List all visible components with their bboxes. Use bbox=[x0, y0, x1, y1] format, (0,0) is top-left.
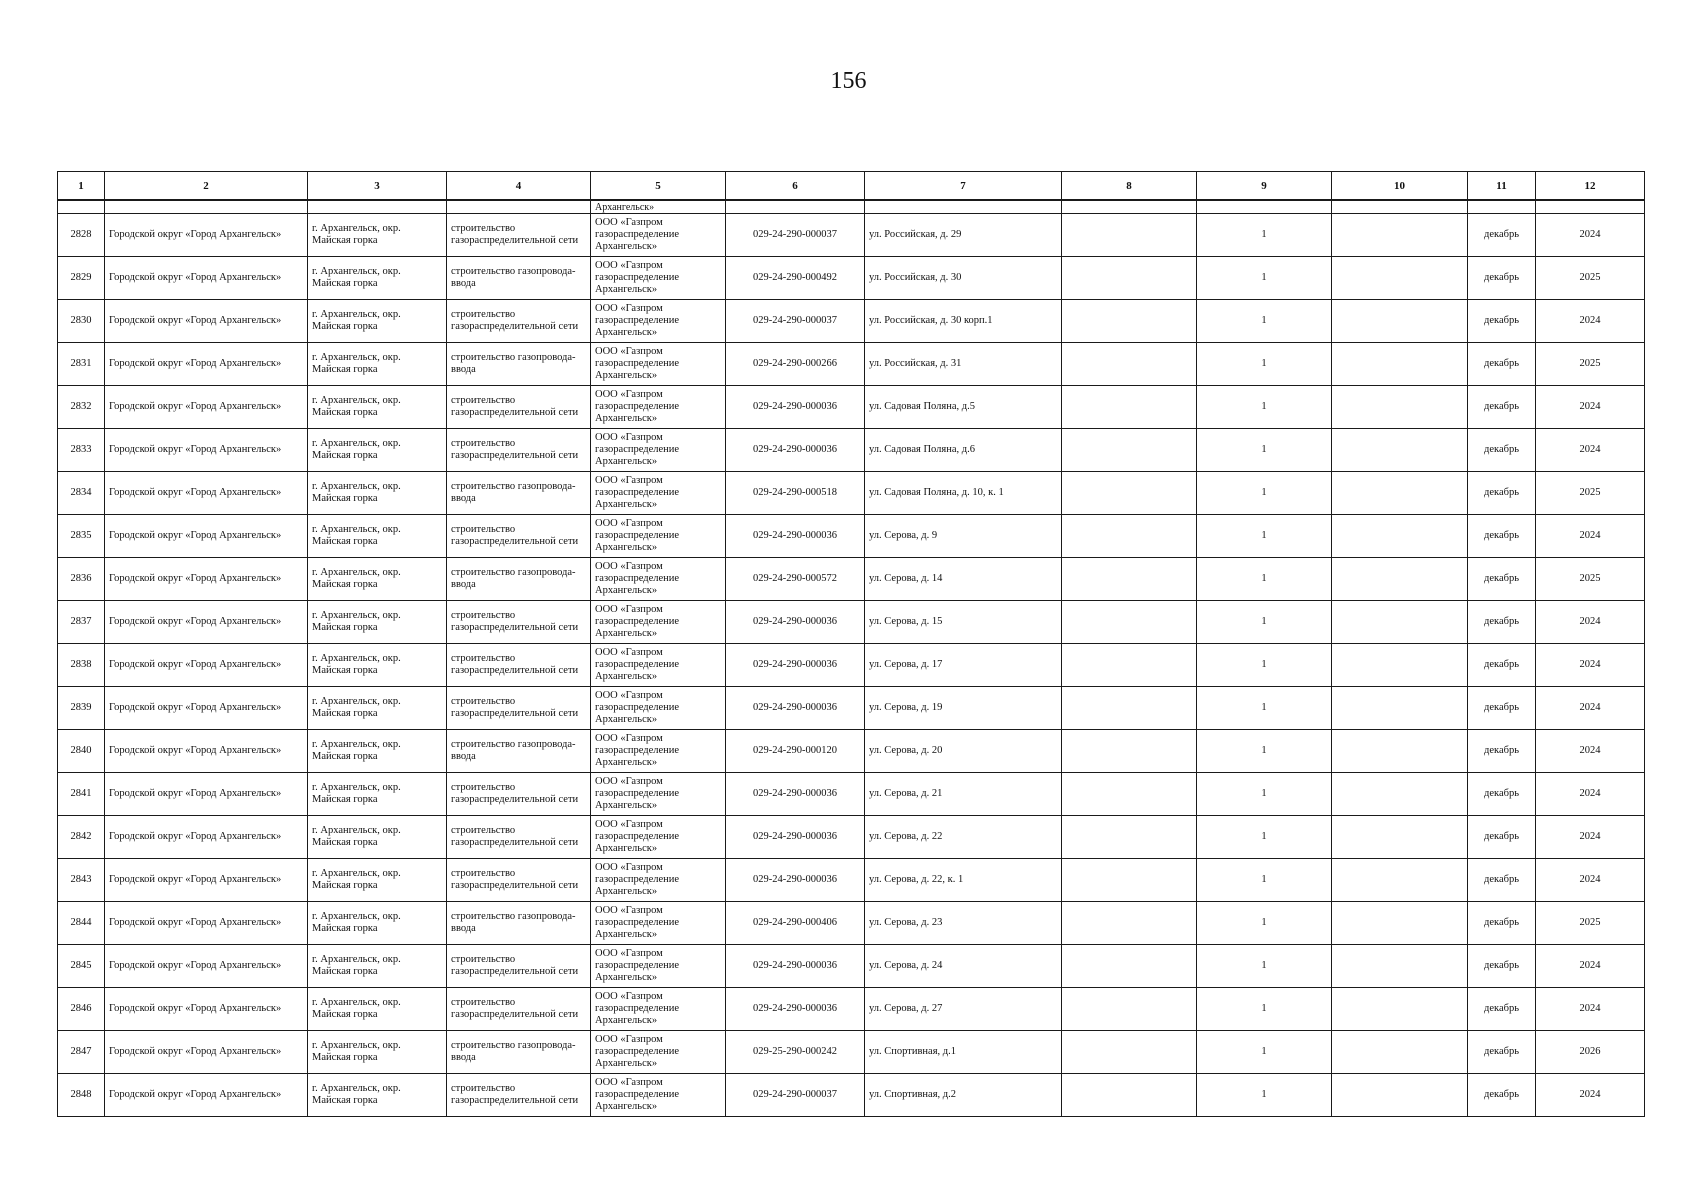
month-cell: декабрь bbox=[1468, 644, 1536, 687]
program-code-cell: 029-24-290-000036 bbox=[726, 988, 865, 1031]
count-cell: 1 bbox=[1197, 214, 1332, 257]
row-number: 2846 bbox=[58, 988, 105, 1031]
row-number: 2843 bbox=[58, 859, 105, 902]
year-cell: 2024 bbox=[1536, 988, 1645, 1031]
municipality-cell: Городской округ «Город Архангельск» bbox=[105, 816, 308, 859]
locality-cell: г. Архангельск, окр. Майская горка bbox=[308, 558, 447, 601]
month-cell: декабрь bbox=[1468, 343, 1536, 386]
column-8-cell bbox=[1062, 945, 1197, 988]
organization-cell: ООО «Газпром газораспределение Архангельск» bbox=[591, 257, 726, 300]
table-row bbox=[58, 687, 1645, 730]
year-cell: 2026 bbox=[1536, 1031, 1645, 1074]
organization-cell: ООО «Газпром газораспределение Архангельск» bbox=[591, 945, 726, 988]
locality-cell: г. Архангельск, окр. Майская горка bbox=[308, 214, 447, 257]
column-10-cell bbox=[1332, 816, 1468, 859]
work-type-cell: строительство газопровода-ввода bbox=[447, 1031, 591, 1074]
count-cell: 1 bbox=[1197, 601, 1332, 644]
column-10-cell bbox=[1332, 300, 1468, 343]
organization-cell: ООО «Газпром газораспределение Архангельск» bbox=[591, 214, 726, 257]
locality-cell: г. Архангельск, окр. Майская горка bbox=[308, 773, 447, 816]
column-8-cell bbox=[1062, 773, 1197, 816]
month-cell: декабрь bbox=[1468, 1031, 1536, 1074]
program-code-cell: 029-24-290-000266 bbox=[726, 343, 865, 386]
organization-cell: ООО «Газпром газораспределение Архангельск» bbox=[591, 816, 726, 859]
municipality-cell: Городской округ «Город Архангельск» bbox=[105, 257, 308, 300]
column-10-cell bbox=[1332, 730, 1468, 773]
month-cell: декабрь bbox=[1468, 687, 1536, 730]
column-10-cell bbox=[1332, 859, 1468, 902]
row-number: 2838 bbox=[58, 644, 105, 687]
program-code-cell: 029-24-290-000492 bbox=[726, 257, 865, 300]
table-row bbox=[58, 257, 1645, 300]
work-type-cell: строительство газораспределительной сети bbox=[447, 214, 591, 257]
column-header: 6 bbox=[726, 172, 865, 201]
year-cell: 2024 bbox=[1536, 687, 1645, 730]
year-cell: 2025 bbox=[1536, 343, 1645, 386]
table-row bbox=[58, 343, 1645, 386]
count-cell: 1 bbox=[1197, 386, 1332, 429]
count-cell: 1 bbox=[1197, 300, 1332, 343]
program-code-cell: 029-24-290-000036 bbox=[726, 386, 865, 429]
table-row bbox=[58, 859, 1645, 902]
municipality-cell: Городской округ «Город Архангельск» bbox=[105, 687, 308, 730]
column-header: 9 bbox=[1197, 172, 1332, 201]
row-number: 2828 bbox=[58, 214, 105, 257]
carry-over-row bbox=[58, 200, 1645, 214]
work-type-cell: строительство газораспределительной сети bbox=[447, 644, 591, 687]
column-8-cell bbox=[1062, 1031, 1197, 1074]
row-number: 2837 bbox=[58, 601, 105, 644]
locality-cell: г. Архангельск, окр. Майская горка bbox=[308, 429, 447, 472]
column-header: 1 bbox=[58, 172, 105, 201]
row-number: 2840 bbox=[58, 730, 105, 773]
program-code-cell: 029-24-290-000036 bbox=[726, 859, 865, 902]
address-cell: ул. Спортивная, д.1 bbox=[865, 1031, 1062, 1074]
year-cell: 2024 bbox=[1536, 1074, 1645, 1117]
address-cell: ул. Серова, д. 15 bbox=[865, 601, 1062, 644]
column-8-cell bbox=[1062, 558, 1197, 601]
locality-cell: г. Архангельск, окр. Майская горка bbox=[308, 257, 447, 300]
column-10-cell bbox=[1332, 558, 1468, 601]
program-code-cell: 029-24-290-000518 bbox=[726, 472, 865, 515]
count-cell: 1 bbox=[1197, 730, 1332, 773]
organization-cell: ООО «Газпром газораспределение Архангельск» bbox=[591, 558, 726, 601]
year-cell: 2024 bbox=[1536, 859, 1645, 902]
count-cell: 1 bbox=[1197, 816, 1332, 859]
municipality-cell: Городской округ «Город Архангельск» bbox=[105, 859, 308, 902]
year-cell: 2024 bbox=[1536, 816, 1645, 859]
address-cell: ул. Серова, д. 17 bbox=[865, 644, 1062, 687]
count-cell: 1 bbox=[1197, 1074, 1332, 1117]
table-row bbox=[58, 429, 1645, 472]
organization-cell: ООО «Газпром газораспределение Архангельск» bbox=[591, 988, 726, 1031]
program-code-cell: 029-24-290-000036 bbox=[726, 429, 865, 472]
work-type-cell: строительство газопровода-ввода bbox=[447, 730, 591, 773]
work-type-cell: строительство газораспределительной сети bbox=[447, 988, 591, 1031]
locality-cell: г. Архангельск, окр. Майская горка bbox=[308, 601, 447, 644]
work-type-cell: строительство газораспределительной сети bbox=[447, 773, 591, 816]
column-header: 10 bbox=[1332, 172, 1468, 201]
count-cell: 1 bbox=[1197, 1031, 1332, 1074]
page-number: 156 bbox=[830, 68, 867, 94]
column-header: 5 bbox=[591, 172, 726, 201]
organization-cell: ООО «Газпром газораспределение Архангельск» bbox=[591, 300, 726, 343]
column-10-cell bbox=[1332, 945, 1468, 988]
address-cell: ул. Серова, д. 9 bbox=[865, 515, 1062, 558]
program-code-cell: 029-24-290-000036 bbox=[726, 644, 865, 687]
month-cell: декабрь bbox=[1468, 601, 1536, 644]
row-number: 2829 bbox=[58, 257, 105, 300]
row-number: 2847 bbox=[58, 1031, 105, 1074]
column-10-cell bbox=[1332, 687, 1468, 730]
column-8-cell bbox=[1062, 257, 1197, 300]
municipality-cell: Городской округ «Город Архангельск» bbox=[105, 515, 308, 558]
carry-over-cell: Архангельск» bbox=[591, 200, 726, 214]
table-row bbox=[58, 988, 1645, 1031]
count-cell: 1 bbox=[1197, 988, 1332, 1031]
program-code-cell: 029-24-290-000036 bbox=[726, 773, 865, 816]
locality-cell: г. Архангельск, окр. Майская горка bbox=[308, 687, 447, 730]
municipality-cell: Городской округ «Город Архангельск» bbox=[105, 472, 308, 515]
column-10-cell bbox=[1332, 902, 1468, 945]
work-type-cell: строительство газораспределительной сети bbox=[447, 429, 591, 472]
month-cell: декабрь bbox=[1468, 816, 1536, 859]
column-header: 11 bbox=[1468, 172, 1536, 201]
work-type-cell: строительство газопровода-ввода bbox=[447, 902, 591, 945]
locality-cell: г. Архангельск, окр. Майская горка bbox=[308, 730, 447, 773]
municipality-cell: Городской округ «Город Архангельск» bbox=[105, 343, 308, 386]
column-8-cell bbox=[1062, 472, 1197, 515]
organization-cell: ООО «Газпром газораспределение Архангельск» bbox=[591, 386, 726, 429]
month-cell: декабрь bbox=[1468, 214, 1536, 257]
count-cell: 1 bbox=[1197, 429, 1332, 472]
table-row bbox=[58, 214, 1645, 257]
organization-cell: ООО «Газпром газораспределение Архангельск» bbox=[591, 515, 726, 558]
municipality-cell: Городской округ «Город Архангельск» bbox=[105, 558, 308, 601]
locality-cell: г. Архангельск, окр. Майская горка bbox=[308, 1031, 447, 1074]
municipality-cell: Городской округ «Город Архангельск» bbox=[105, 386, 308, 429]
year-cell: 2024 bbox=[1536, 386, 1645, 429]
table-row bbox=[58, 902, 1645, 945]
year-cell: 2024 bbox=[1536, 515, 1645, 558]
municipality-cell: Городской округ «Город Архангельск» bbox=[105, 988, 308, 1031]
column-10-cell bbox=[1332, 429, 1468, 472]
column-8-cell bbox=[1062, 902, 1197, 945]
table-row bbox=[58, 945, 1645, 988]
year-cell: 2024 bbox=[1536, 945, 1645, 988]
municipality-cell: Городской округ «Город Архангельск» bbox=[105, 902, 308, 945]
municipality-cell: Городской округ «Город Архангельск» bbox=[105, 1074, 308, 1117]
work-type-cell: строительство газораспределительной сети bbox=[447, 601, 591, 644]
municipality-cell: Городской округ «Город Архангельск» bbox=[105, 1031, 308, 1074]
program-code-cell: 029-24-290-000036 bbox=[726, 816, 865, 859]
table-row bbox=[58, 472, 1645, 515]
column-8-cell bbox=[1062, 1074, 1197, 1117]
column-8-cell bbox=[1062, 988, 1197, 1031]
address-cell: ул. Серова, д. 27 bbox=[865, 988, 1062, 1031]
row-number: 2848 bbox=[58, 1074, 105, 1117]
column-header: 4 bbox=[447, 172, 591, 201]
municipality-cell: Городской округ «Город Архангельск» bbox=[105, 644, 308, 687]
month-cell: декабрь bbox=[1468, 257, 1536, 300]
locality-cell: г. Архангельск, окр. Майская горка bbox=[308, 1074, 447, 1117]
count-cell: 1 bbox=[1197, 859, 1332, 902]
month-cell: декабрь bbox=[1468, 773, 1536, 816]
year-cell: 2024 bbox=[1536, 214, 1645, 257]
organization-cell: ООО «Газпром газораспределение Архангельск» bbox=[591, 859, 726, 902]
program-code-cell: 029-24-290-000036 bbox=[726, 601, 865, 644]
locality-cell: г. Архангельск, окр. Майская горка bbox=[308, 816, 447, 859]
month-cell: декабрь bbox=[1468, 429, 1536, 472]
program-code-cell: 029-24-290-000572 bbox=[726, 558, 865, 601]
work-type-cell: строительство газопровода-ввода bbox=[447, 343, 591, 386]
organization-cell: ООО «Газпром газораспределение Архангельск» bbox=[591, 1031, 726, 1074]
address-cell: ул. Серова, д. 24 bbox=[865, 945, 1062, 988]
year-cell: 2024 bbox=[1536, 429, 1645, 472]
column-10-cell bbox=[1332, 472, 1468, 515]
count-cell: 1 bbox=[1197, 558, 1332, 601]
organization-cell: ООО «Газпром газораспределение Архангельск» bbox=[591, 687, 726, 730]
locality-cell: г. Архангельск, окр. Майская горка bbox=[308, 988, 447, 1031]
table-row bbox=[58, 644, 1645, 687]
column-header: 2 bbox=[105, 172, 308, 201]
organization-cell: ООО «Газпром газораспределение Архангельск» bbox=[591, 601, 726, 644]
month-cell: декабрь bbox=[1468, 300, 1536, 343]
column-header: 3 bbox=[308, 172, 447, 201]
table-row bbox=[58, 1074, 1645, 1117]
program-code-cell: 029-24-290-000036 bbox=[726, 687, 865, 730]
count-cell: 1 bbox=[1197, 472, 1332, 515]
row-number: 2845 bbox=[58, 945, 105, 988]
work-type-cell: строительство газораспределительной сети bbox=[447, 859, 591, 902]
month-cell: декабрь bbox=[1468, 472, 1536, 515]
column-10-cell bbox=[1332, 644, 1468, 687]
month-cell: декабрь bbox=[1468, 558, 1536, 601]
table-row bbox=[58, 1031, 1645, 1074]
program-code-cell: 029-24-290-000120 bbox=[726, 730, 865, 773]
program-code-cell: 029-24-290-000406 bbox=[726, 902, 865, 945]
column-10-cell bbox=[1332, 988, 1468, 1031]
work-type-cell: строительство газораспределительной сети bbox=[447, 300, 591, 343]
municipality-cell: Городской округ «Город Архангельск» bbox=[105, 601, 308, 644]
year-cell: 2024 bbox=[1536, 644, 1645, 687]
program-code-cell: 029-24-290-000036 bbox=[726, 515, 865, 558]
table-row bbox=[58, 558, 1645, 601]
row-number: 2835 bbox=[58, 515, 105, 558]
organization-cell: ООО «Газпром газораспределение Архангельск» bbox=[591, 644, 726, 687]
month-cell: декабрь bbox=[1468, 515, 1536, 558]
column-8-cell bbox=[1062, 300, 1197, 343]
row-number: 2830 bbox=[58, 300, 105, 343]
column-10-cell bbox=[1332, 257, 1468, 300]
count-cell: 1 bbox=[1197, 515, 1332, 558]
row-number: 2834 bbox=[58, 472, 105, 515]
count-cell: 1 bbox=[1197, 902, 1332, 945]
table-row bbox=[58, 730, 1645, 773]
program-code-cell: 029-25-290-000242 bbox=[726, 1031, 865, 1074]
municipality-cell: Городской округ «Город Архангельск» bbox=[105, 945, 308, 988]
year-cell: 2025 bbox=[1536, 902, 1645, 945]
organization-cell: ООО «Газпром газораспределение Архангельск» bbox=[591, 773, 726, 816]
column-10-cell bbox=[1332, 386, 1468, 429]
address-cell: ул. Садовая Поляна, д.6 bbox=[865, 429, 1062, 472]
month-cell: декабрь bbox=[1468, 945, 1536, 988]
row-number: 2832 bbox=[58, 386, 105, 429]
address-cell: ул. Садовая Поляна, д.5 bbox=[865, 386, 1062, 429]
row-number: 2831 bbox=[58, 343, 105, 386]
year-cell: 2024 bbox=[1536, 601, 1645, 644]
column-10-cell bbox=[1332, 1074, 1468, 1117]
work-type-cell: строительство газораспределительной сети bbox=[447, 945, 591, 988]
table-row bbox=[58, 601, 1645, 644]
table-body bbox=[58, 200, 1645, 1117]
count-cell: 1 bbox=[1197, 257, 1332, 300]
column-8-cell bbox=[1062, 343, 1197, 386]
program-code-cell: 029-24-290-000037 bbox=[726, 300, 865, 343]
column-8-cell bbox=[1062, 386, 1197, 429]
table-row bbox=[58, 816, 1645, 859]
year-cell: 2025 bbox=[1536, 558, 1645, 601]
locality-cell: г. Архангельск, окр. Майская горка bbox=[308, 859, 447, 902]
row-number: 2842 bbox=[58, 816, 105, 859]
municipality-cell: Городской округ «Город Архангельск» bbox=[105, 214, 308, 257]
row-number: 2836 bbox=[58, 558, 105, 601]
organization-cell: ООО «Газпром газораспределение Архангельск» bbox=[591, 343, 726, 386]
row-number: 2839 bbox=[58, 687, 105, 730]
column-8-cell bbox=[1062, 816, 1197, 859]
organization-cell: ООО «Газпром газораспределение Архангельск» bbox=[591, 902, 726, 945]
table-row bbox=[58, 386, 1645, 429]
table-header-row bbox=[58, 172, 1645, 201]
locality-cell: г. Архангельск, окр. Майская горка bbox=[308, 386, 447, 429]
column-10-cell bbox=[1332, 343, 1468, 386]
row-number: 2844 bbox=[58, 902, 105, 945]
column-header: 12 bbox=[1536, 172, 1645, 201]
column-10-cell bbox=[1332, 515, 1468, 558]
locality-cell: г. Архангельск, окр. Майская горка bbox=[308, 902, 447, 945]
year-cell: 2025 bbox=[1536, 472, 1645, 515]
work-type-cell: строительство газопровода-ввода bbox=[447, 472, 591, 515]
address-cell: ул. Серова, д. 23 bbox=[865, 902, 1062, 945]
row-number: 2833 bbox=[58, 429, 105, 472]
count-cell: 1 bbox=[1197, 644, 1332, 687]
column-header: 7 bbox=[865, 172, 1062, 201]
locality-cell: г. Архангельск, окр. Майская горка bbox=[308, 472, 447, 515]
column-8-cell bbox=[1062, 644, 1197, 687]
column-8-cell bbox=[1062, 601, 1197, 644]
work-type-cell: строительство газопровода-ввода bbox=[447, 257, 591, 300]
work-type-cell: строительство газораспределительной сети bbox=[447, 386, 591, 429]
organization-cell: ООО «Газпром газораспределение Архангельск» bbox=[591, 730, 726, 773]
column-header: 8 bbox=[1062, 172, 1197, 201]
year-cell: 2024 bbox=[1536, 773, 1645, 816]
address-cell: ул. Серова, д. 14 bbox=[865, 558, 1062, 601]
column-8-cell bbox=[1062, 859, 1197, 902]
address-cell: ул. Садовая Поляна, д. 10, к. 1 bbox=[865, 472, 1062, 515]
municipality-cell: Городской округ «Город Архангельск» bbox=[105, 773, 308, 816]
count-cell: 1 bbox=[1197, 343, 1332, 386]
gasification-register-table bbox=[57, 171, 1645, 1117]
organization-cell: ООО «Газпром газораспределение Архангельск» bbox=[591, 429, 726, 472]
locality-cell: г. Архангельск, окр. Майская горка bbox=[308, 343, 447, 386]
locality-cell: г. Архангельск, окр. Майская горка bbox=[308, 945, 447, 988]
work-type-cell: строительство газораспределительной сети bbox=[447, 816, 591, 859]
month-cell: декабрь bbox=[1468, 1074, 1536, 1117]
municipality-cell: Городской округ «Город Архангельск» bbox=[105, 300, 308, 343]
column-10-cell bbox=[1332, 214, 1468, 257]
organization-cell: ООО «Газпром газораспределение Архангельск» bbox=[591, 472, 726, 515]
work-type-cell: строительство газораспределительной сети bbox=[447, 515, 591, 558]
address-cell: ул. Серова, д. 21 bbox=[865, 773, 1062, 816]
month-cell: декабрь bbox=[1468, 386, 1536, 429]
address-cell: ул. Серова, д. 22 bbox=[865, 816, 1062, 859]
column-8-cell bbox=[1062, 730, 1197, 773]
address-cell: ул. Российская, д. 30 корп.1 bbox=[865, 300, 1062, 343]
month-cell: декабрь bbox=[1468, 902, 1536, 945]
year-cell: 2024 bbox=[1536, 300, 1645, 343]
count-cell: 1 bbox=[1197, 945, 1332, 988]
month-cell: декабрь bbox=[1468, 730, 1536, 773]
count-cell: 1 bbox=[1197, 773, 1332, 816]
table-row bbox=[58, 300, 1645, 343]
work-type-cell: строительство газопровода-ввода bbox=[447, 558, 591, 601]
organization-cell: ООО «Газпром газораспределение Архангельск» bbox=[591, 1074, 726, 1117]
locality-cell: г. Архангельск, окр. Майская горка bbox=[308, 300, 447, 343]
count-cell: 1 bbox=[1197, 687, 1332, 730]
column-8-cell bbox=[1062, 214, 1197, 257]
month-cell: декабрь bbox=[1468, 988, 1536, 1031]
table-row bbox=[58, 773, 1645, 816]
program-code-cell: 029-24-290-000036 bbox=[726, 945, 865, 988]
program-code-cell: 029-24-290-000037 bbox=[726, 1074, 865, 1117]
table-row bbox=[58, 515, 1645, 558]
address-cell: ул. Российская, д. 31 bbox=[865, 343, 1062, 386]
column-8-cell bbox=[1062, 687, 1197, 730]
row-number: 2841 bbox=[58, 773, 105, 816]
municipality-cell: Городской округ «Город Архангельск» bbox=[105, 429, 308, 472]
column-8-cell bbox=[1062, 515, 1197, 558]
column-10-cell bbox=[1332, 601, 1468, 644]
work-type-cell: строительство газораспределительной сети bbox=[447, 1074, 591, 1117]
column-10-cell bbox=[1332, 773, 1468, 816]
address-cell: ул. Российская, д. 29 bbox=[865, 214, 1062, 257]
municipality-cell: Городской округ «Город Архангельск» bbox=[105, 730, 308, 773]
work-type-cell: строительство газораспределительной сети bbox=[447, 687, 591, 730]
address-cell: ул. Российская, д. 30 bbox=[865, 257, 1062, 300]
year-cell: 2025 bbox=[1536, 257, 1645, 300]
address-cell: ул. Серова, д. 22, к. 1 bbox=[865, 859, 1062, 902]
locality-cell: г. Архангельск, окр. Майская горка bbox=[308, 515, 447, 558]
program-code-cell: 029-24-290-000037 bbox=[726, 214, 865, 257]
locality-cell: г. Архангельск, окр. Майская горка bbox=[308, 644, 447, 687]
column-10-cell bbox=[1332, 1031, 1468, 1074]
column-8-cell bbox=[1062, 429, 1197, 472]
month-cell: декабрь bbox=[1468, 859, 1536, 902]
year-cell: 2024 bbox=[1536, 730, 1645, 773]
address-cell: ул. Серова, д. 19 bbox=[865, 687, 1062, 730]
address-cell: ул. Спортивная, д.2 bbox=[865, 1074, 1062, 1117]
address-cell: ул. Серова, д. 20 bbox=[865, 730, 1062, 773]
